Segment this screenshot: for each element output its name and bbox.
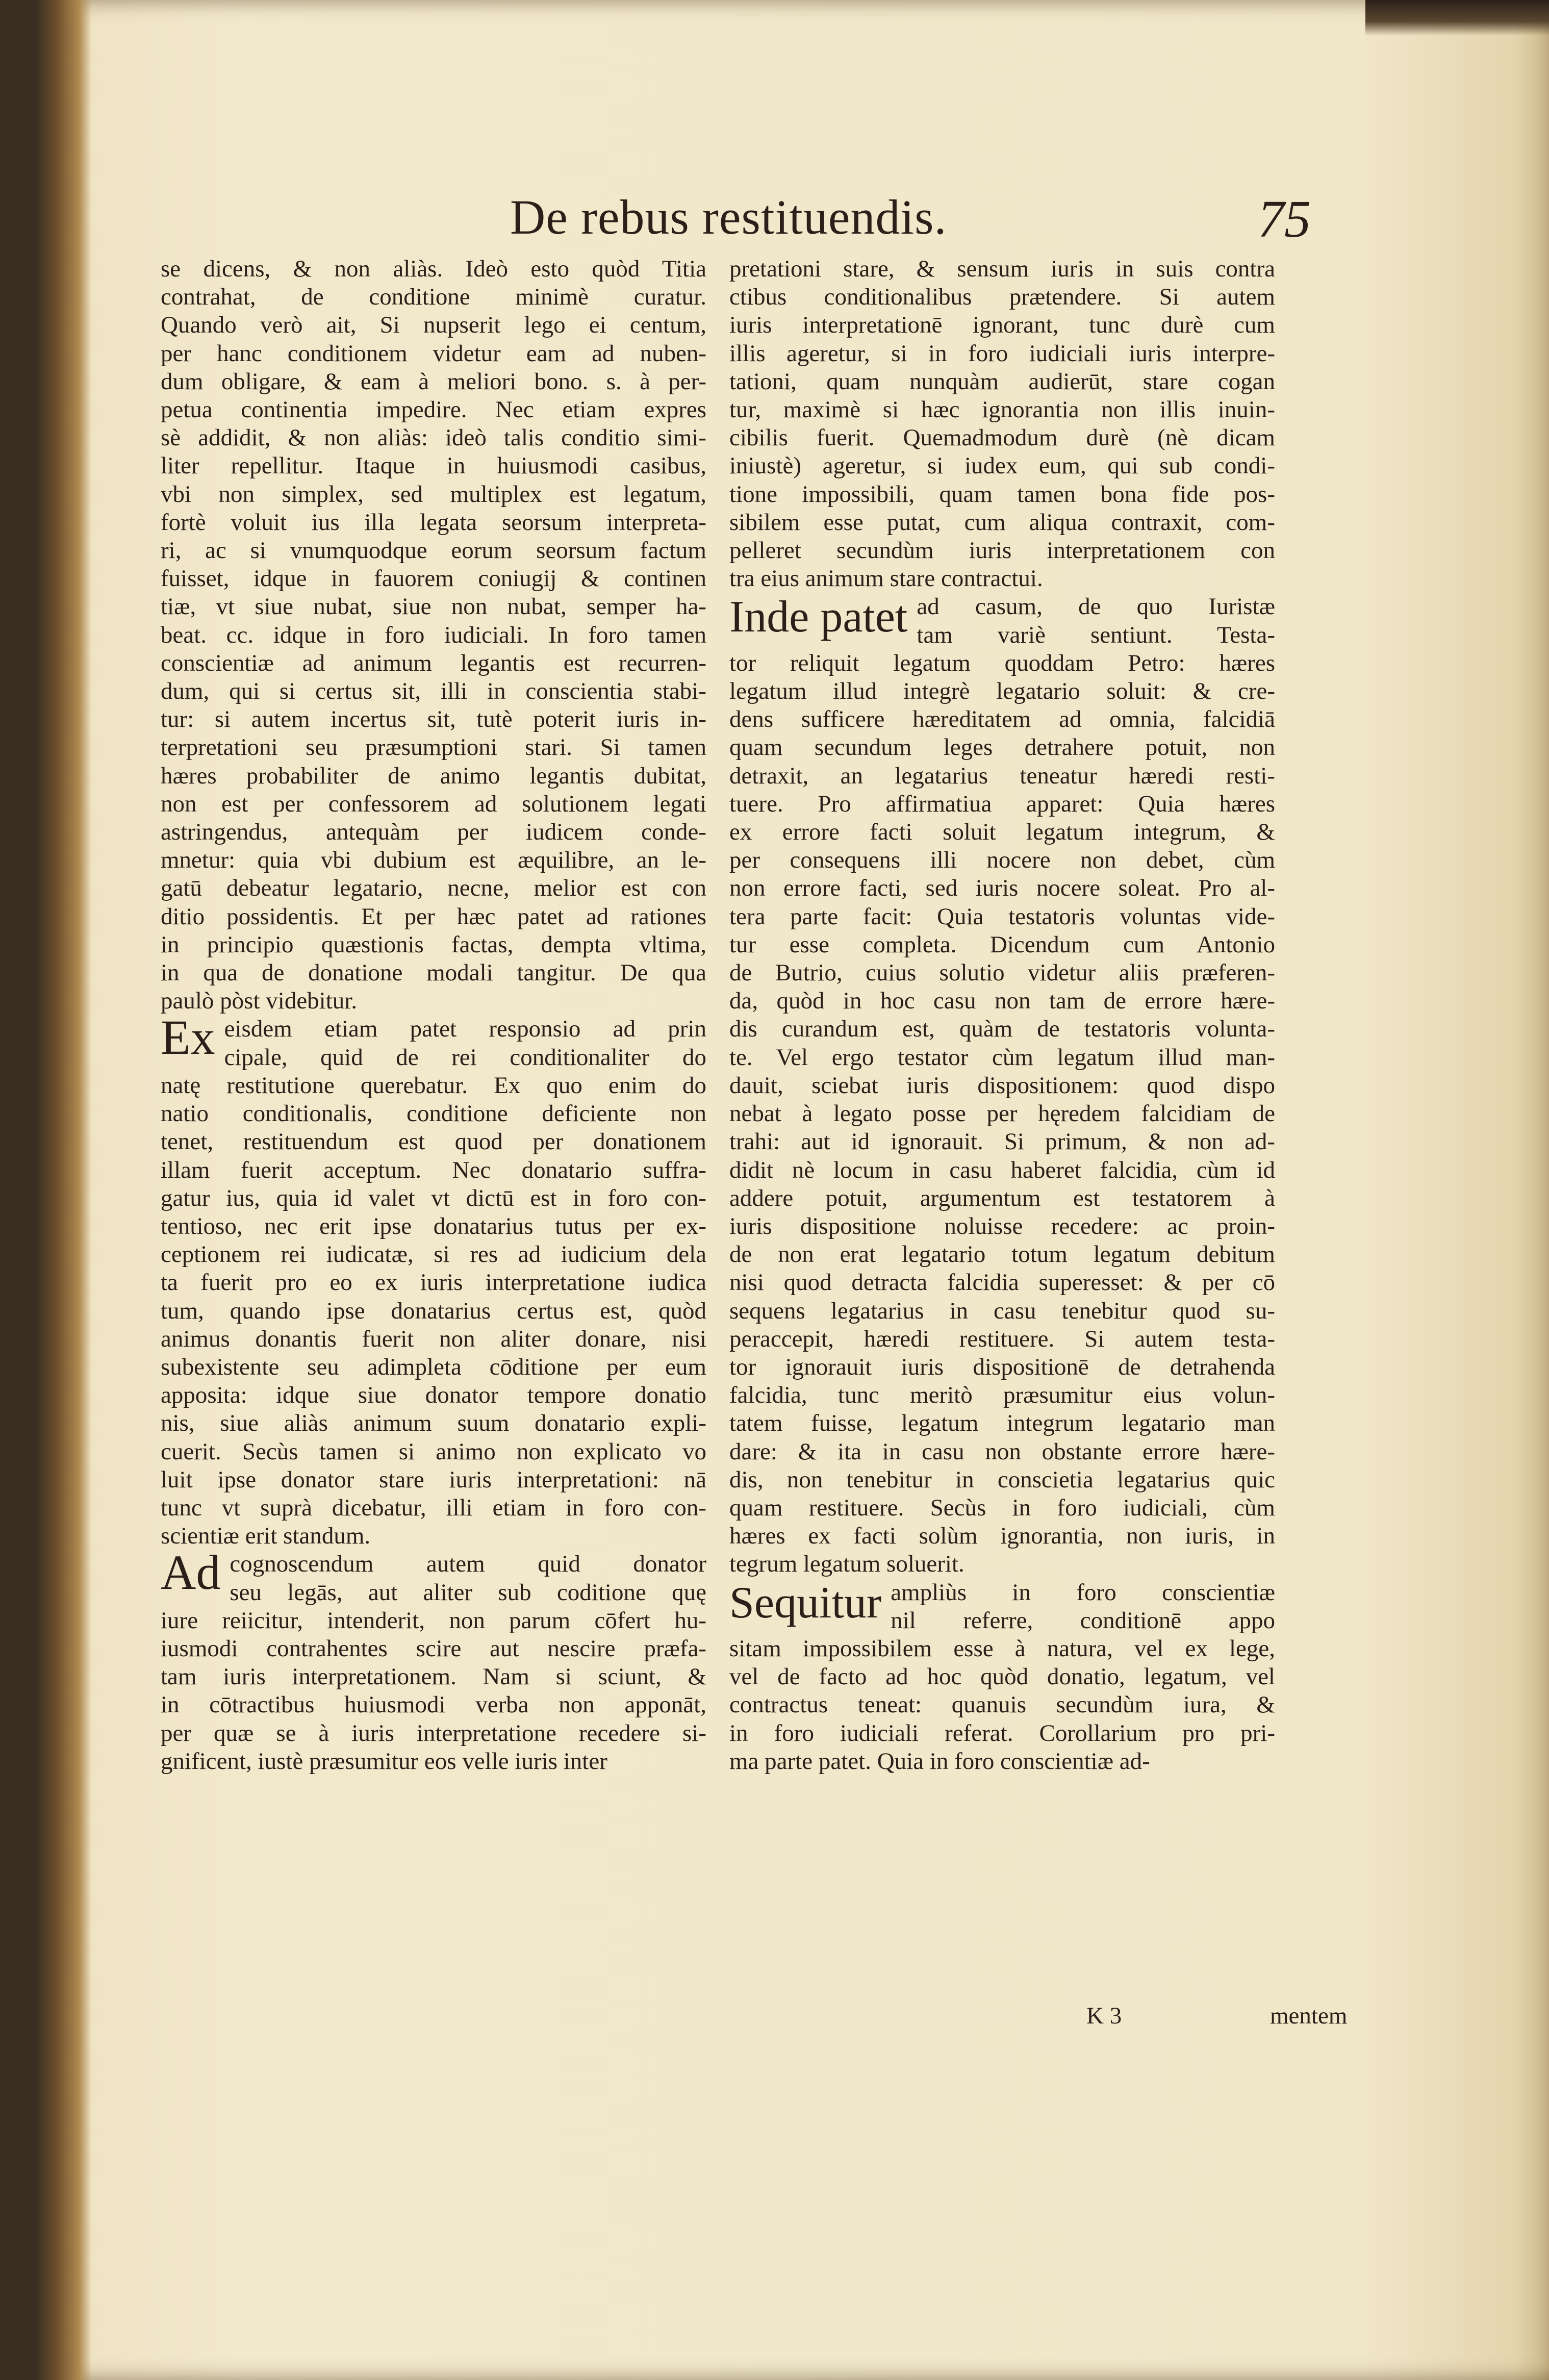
text-line: dum, qui si certus sit, illi in conscientia stabi-	[161, 678, 706, 705]
text-line: iuris interpretationē ignorant, tunc durè cum	[729, 312, 1275, 339]
text-line: peraccepit, hæredi restituere. Si autem testa-	[729, 1325, 1275, 1352]
text-line: ri, ac si vnumquodque eorum seorsum factum	[161, 537, 706, 564]
text-line: petua continentia impedire. Nec etiam expres	[161, 396, 706, 423]
text-line: seu legās, aut aliter sub coditione quę	[230, 1579, 706, 1606]
text-line: cipale, quid de rei conditionaliter do	[224, 1044, 706, 1071]
text-line: fortè voluit ius illa legata seorsum interpreta-	[161, 509, 706, 536]
text-line: gnificent, iustè præsumitur eos velle iuris inter	[161, 1748, 607, 1775]
text-line: falcidia, tunc meritò præsumitur eius volun-	[729, 1382, 1275, 1409]
text-line: eisdem etiam patet responsio ad prin	[224, 1016, 706, 1043]
right-paragraph-3	[729, 1579, 1275, 1776]
text-line: hæres probabiliter de animo legantis dubitat,	[161, 762, 706, 789]
text-line: tur esse completa. Dicendum cum Antonio	[729, 931, 1275, 958]
text-line: ad casum, de quo Iuristæ	[917, 593, 1275, 620]
text-line: quam secundum leges detrahere potuit, non	[729, 734, 1275, 761]
text-line: tuere. Pro affirmatiua apparet: Quia hæres	[729, 790, 1275, 817]
text-line: Quando verò ait, Si nupserit lego ei centum,	[161, 312, 706, 339]
text-line: nebat à legato posse per hęredem falcidiam de	[729, 1100, 1275, 1127]
text-line: tur, maximè si hæc ignorantia non illis inuin-	[729, 396, 1275, 423]
left-paragraph-3	[161, 1545, 706, 1776]
text-line: te. Vel ergo testator cùm legatum illud man-	[729, 1044, 1275, 1071]
left-paragraph-3-initial: Ad	[161, 1545, 221, 1600]
text-line: in qua de donatione modali tangitur. De qua	[161, 959, 706, 986]
text-line: pelleret secundùm iuris interpretationem con	[729, 537, 1275, 564]
text-line: paulò pòst videbitur.	[161, 988, 358, 1015]
text-line: dauit, sciebat iuris dispositionem: quod dispo	[729, 1072, 1275, 1099]
text-line: vbi non simplex, sed multiplex est legatum,	[161, 480, 706, 508]
text-line: quam restituere. Secùs in foro iudiciali, cùm	[729, 1494, 1275, 1521]
binding-shadow	[36, 0, 92, 2380]
text-line: addere potuit, argumentum est testatorem à	[729, 1184, 1275, 1211]
text-line: scientiæ erit standum.	[161, 1523, 371, 1550]
text-line: de non erat legatario totum legatum debitum	[729, 1241, 1275, 1268]
text-line: iniustè) ageretur, si iudex eum, qui sub condi-	[729, 452, 1275, 479]
text-line: per consequens illi nocere non debet, cùm	[729, 847, 1275, 874]
text-line: astringendus, antequàm per iudicem conde-	[161, 819, 706, 846]
text-line: conscientiæ ad animum legantis est recurren-	[161, 649, 706, 676]
text-line: illis ageretur, si in foro iudiciali iuris interpre-	[729, 340, 1275, 367]
right-paragraph-2	[729, 593, 1275, 1578]
text-line: tur: si autem incertus sit, tutè poterit iuris in-	[161, 706, 706, 733]
page-edge	[1365, 0, 1549, 36]
text-line: tera parte facit: Quia testatoris voluntas vide-	[729, 903, 1275, 930]
text-line: tenet, restituendum est quod per donationem	[161, 1128, 706, 1155]
folio-number: 75	[1258, 190, 1311, 248]
text-line: contrahat, de conditione minimè curatur.	[161, 284, 706, 311]
text-line: ditio possidentis. Et per hæc patet ad rationes	[161, 903, 706, 930]
text-line: da, quòd in hoc casu non tam de errore hære-	[729, 988, 1275, 1015]
signature-mark: K 3	[1086, 2003, 1122, 2029]
text-line: gatur ius, quia id valet vt dictū est in foro con-	[161, 1184, 706, 1211]
text-line: trahi: aut id ignorauit. Si primum, & non ad-	[729, 1128, 1275, 1155]
text-line: mnetur: quia vbi dubium est æquilibre, an le-	[161, 847, 706, 874]
right-column	[729, 255, 1275, 1776]
text-line: se dicens, & non aliàs. Ideò esto quòd Titia	[161, 256, 706, 282]
text-line: nis, siue aliàs animum suum donatario expli-	[161, 1410, 706, 1437]
text-line: pretationi stare, & sensum iuris in suis contra	[729, 256, 1275, 282]
text-line: contractus teneat: quanuis secundùm iura, &	[729, 1691, 1275, 1718]
text-line: legatum illud integrè legatario soluit: & cre-	[729, 678, 1275, 705]
text-line: tor reliquit legatum quoddam Petro: hæres	[729, 649, 1275, 676]
text-line: sequens legatarius in casu tenebitur quod su-	[729, 1297, 1275, 1324]
text-line: dens sufficere hæreditatem ad omnia, falcidiā	[729, 706, 1275, 733]
text-line: non est per confessorem ad solutionem legati	[161, 790, 706, 817]
text-line: per quæ se à iuris interpretatione recedere si-	[161, 1719, 706, 1746]
text-line: dis curandum est, quàm de testatoris volunta-	[729, 1016, 1275, 1043]
text-line: tra eius animum stare contractui.	[729, 565, 1043, 592]
right-paragraph-3-initial: Sequitur	[729, 1578, 882, 1628]
text-line: tam variè sentiunt. Testa-	[917, 621, 1275, 648]
text-line: sitam impossibilem esse à natura, vel ex lege,	[729, 1635, 1275, 1662]
text-line: nil referre, conditionē appo	[891, 1607, 1275, 1634]
text-line: natę restitutione querebatur. Ex quo enim do	[161, 1072, 706, 1099]
text-line: cognoscendum autem quid donator	[230, 1551, 706, 1578]
text-line: ampliùs in foro conscientiæ	[891, 1579, 1275, 1606]
text-line: tor ignorauit iuris dispositionē de detrahenda	[729, 1353, 1275, 1380]
text-line: beat. cc. idque in foro iudiciali. In foro tamen	[161, 621, 706, 648]
text-line: ma parte patet. Quia in foro conscientiæ ad-	[729, 1748, 1150, 1775]
text-line: detraxit, an legatarius teneatur hæredi resti-	[729, 762, 1275, 789]
text-line: ex errore facti soluit legatum integrum, &	[729, 819, 1275, 846]
text-line: dare: & ita in casu non obstante errore hære-	[729, 1438, 1275, 1465]
text-line: hæres ex facti solùm ignorantia, non iuris, in	[729, 1523, 1275, 1550]
text-line: per hanc conditionem videtur eam ad nuben-	[161, 340, 706, 367]
text-line: subexistente seu adimpleta cōditione per eum	[161, 1353, 706, 1380]
text-line: sè addidit, & non aliàs: ideò talis conditio simi-	[161, 424, 706, 451]
text-line: tum, quando ipse donatarius certus est, quòd	[161, 1297, 706, 1324]
text-line: sibilem esse putat, cum aliqua contraxit, com-	[729, 509, 1275, 536]
text-line: terpretationi seu præsumptioni stari. Si tamen	[161, 734, 706, 761]
text-line: ceptionem rei iudicatæ, si res ad iudicium dela	[161, 1241, 706, 1268]
text-line: cibilis fuerit. Quemadmodum durè (nè dicam	[729, 424, 1275, 451]
text-line: fuisset, idque in fauorem coniugij & continen	[161, 565, 706, 592]
text-line: iusmodi contrahentes scire aut nescire præfa-	[161, 1635, 706, 1662]
page	[36, 0, 1549, 2380]
text-line: iure reiicitur, intenderit, non parum cōfert hu-	[161, 1607, 706, 1634]
right-paragraph-2-initial: Inde patet	[729, 592, 908, 642]
text-line: apposita: idque siue donator tempore donatio	[161, 1382, 706, 1409]
left-paragraph-1	[161, 255, 706, 1015]
text-line: natio conditionalis, conditione deficiente non	[161, 1100, 706, 1127]
page-header	[495, 184, 1311, 248]
text-line: dis, non tenebitur in conscietia legatarius quic	[729, 1466, 1275, 1493]
text-line: ctibus conditionalibus prætendere. Si autem	[729, 284, 1275, 311]
text-line: didit nè locum in casu haberet falcidia, cùm id	[729, 1156, 1275, 1183]
text-line: vel de facto ad hoc quòd donatio, legatum, vel	[729, 1663, 1275, 1690]
text-line: non errore facti, sed iuris nocere soleat. Pro al-	[729, 875, 1275, 902]
text-line: tationi, quam nunquàm audierūt, stare cogan	[729, 368, 1275, 395]
text-line: nisi quod detracta falcidia superesset: & per cō	[729, 1269, 1275, 1296]
text-line: tunc vt suprà dicebatur, illi etiam in foro con-	[161, 1494, 706, 1521]
text-line: tiæ, vt siue nubat, siue non nubat, semper ha-	[161, 593, 706, 620]
catchword: mentem	[1270, 2003, 1348, 2029]
text-line: tegrum legatum soluerit.	[729, 1551, 964, 1578]
text-line: animus donantis fuerit non aliter donare, nisi	[161, 1325, 706, 1352]
text-line: liter repellitur. Itaque in huiusmodi casibus,	[161, 452, 706, 479]
text-line: tione impossibili, quam tamen bona fide pos-	[729, 480, 1275, 508]
text-line: iuris dispositione noluisse recedere: ac proin-	[729, 1212, 1275, 1239]
text-line: ta fuerit pro eo ex iuris interpretatione iudica	[161, 1269, 706, 1296]
text-line: in foro iudiciali referat. Corollarium pro pri-	[729, 1719, 1275, 1746]
text-line: in cōtractibus huiusmodi verba non apponāt,	[161, 1691, 706, 1718]
left-paragraph-2-initial: Ex	[161, 1010, 215, 1065]
text-line: tentioso, nec erit ipse donatarius tutus per ex-	[161, 1212, 706, 1239]
running-head: De rebus restituendis.	[510, 190, 947, 244]
left-column	[161, 255, 706, 1776]
text-line: luit ipse donator stare iuris interpretationi: nā	[161, 1466, 706, 1493]
text-line: cuerit. Secùs tamen si animo non explicato vo	[161, 1438, 706, 1465]
text-line: de Butrio, cuius solutio videtur aliis præferen-	[729, 959, 1275, 986]
text-line: tatem fuisse, legatum integrum legatario man	[729, 1410, 1275, 1437]
left-paragraph-2	[161, 1010, 706, 1550]
text-line: gatū debeatur legatario, necne, melior est con	[161, 875, 706, 902]
right-paragraph-1	[729, 255, 1275, 593]
text-line: in principio quæstionis factas, dempta vltima,	[161, 931, 706, 958]
text-line: tam iuris interpretationem. Nam si sciunt, &	[161, 1663, 706, 1690]
text-line: illam fuerit acceptum. Nec donatario suffra-	[161, 1156, 706, 1183]
text-line: dum obligare, & eam à meliori bono. s. à per-	[161, 368, 706, 395]
